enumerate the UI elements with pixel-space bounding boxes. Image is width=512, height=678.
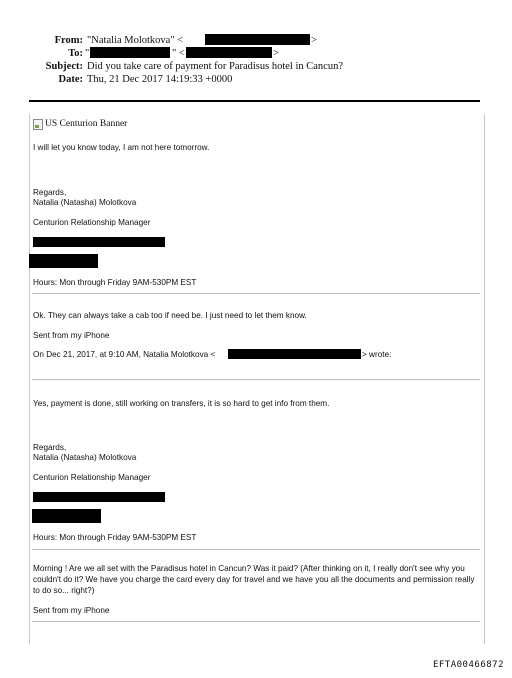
date-value: Thu, 21 Dec 2017 14:19:33 +0000 xyxy=(87,74,233,85)
email-header xyxy=(0,32,512,92)
banner-alt-text: US Centurion Banner xyxy=(45,119,128,129)
separator-4 xyxy=(32,621,480,622)
from-value: "Natalia Molotkova" < xyxy=(87,35,184,46)
message4-body: Morning ! Are we all set with the Paradisus hotel in Cancun? Was it paid? (After thinking on it, I really don't see why you couldn't do it? We have you charge the card every day for travel and we have you all the documents and permission really to do so... right?) xyxy=(33,564,475,595)
message1-name: Natalia (Natasha) Molotkova xyxy=(33,198,137,207)
message1-body: I will let you know today, I am not here tomorrow. xyxy=(33,143,210,152)
separator-3 xyxy=(32,549,480,550)
from-label: From: xyxy=(54,35,83,46)
message1-hours: Hours: Mon through Friday 9AM-530PM EST xyxy=(33,278,197,287)
from-close: > xyxy=(311,35,317,46)
to-close: > xyxy=(273,48,279,59)
redaction-from-email xyxy=(205,34,310,45)
redaction-message3-contact-2 xyxy=(32,509,101,523)
redaction-to-email xyxy=(186,47,272,58)
redaction-message1-contact-2 xyxy=(29,254,98,268)
redaction-to-name xyxy=(90,47,170,58)
message3-name: Natalia (Natasha) Molotkova xyxy=(33,453,137,462)
header-divider xyxy=(29,100,480,102)
message2-quote-suffix: > wrote: xyxy=(362,350,392,359)
message2-quote-prefix: On Dec 21, 2017, at 9:10 AM, Natalia Molotkova < xyxy=(33,350,216,359)
redaction-message1-contact-1 xyxy=(33,237,165,247)
separator-2 xyxy=(32,379,480,380)
banner-image xyxy=(33,118,127,130)
document-id: EFTA00466872 xyxy=(432,660,504,670)
redaction-message3-contact-1 xyxy=(33,492,165,502)
redaction-quoted-email xyxy=(228,349,361,359)
message2-body: Ok. They can always take a cab too if need be. I just need to let them know. xyxy=(33,311,307,320)
subject-label: Subject: xyxy=(45,61,83,72)
subject-value: Did you take care of payment for Paradisus hotel in Cancun? xyxy=(87,61,344,72)
to-quote-open: " xyxy=(85,48,90,59)
to-mid: " < xyxy=(172,48,185,59)
message1-regards: Regards, xyxy=(33,188,67,197)
to-label: To: xyxy=(68,48,83,59)
message1-title: Centurion Relationship Manager xyxy=(33,218,151,227)
message3-regards: Regards, xyxy=(33,443,67,452)
separator-1 xyxy=(32,293,480,294)
message4-sent-from: Sent from my iPhone xyxy=(33,606,110,615)
broken-image-icon xyxy=(33,119,43,130)
message2-sent-from: Sent from my iPhone xyxy=(33,331,110,340)
date-label: Date: xyxy=(58,74,83,85)
message3-body: Yes, payment is done, still working on transfers, it is so hard to get info from them. xyxy=(33,399,330,408)
message3-title: Centurion Relationship Manager xyxy=(33,473,151,482)
message3-hours: Hours: Mon through Friday 9AM-530PM EST xyxy=(33,533,197,542)
